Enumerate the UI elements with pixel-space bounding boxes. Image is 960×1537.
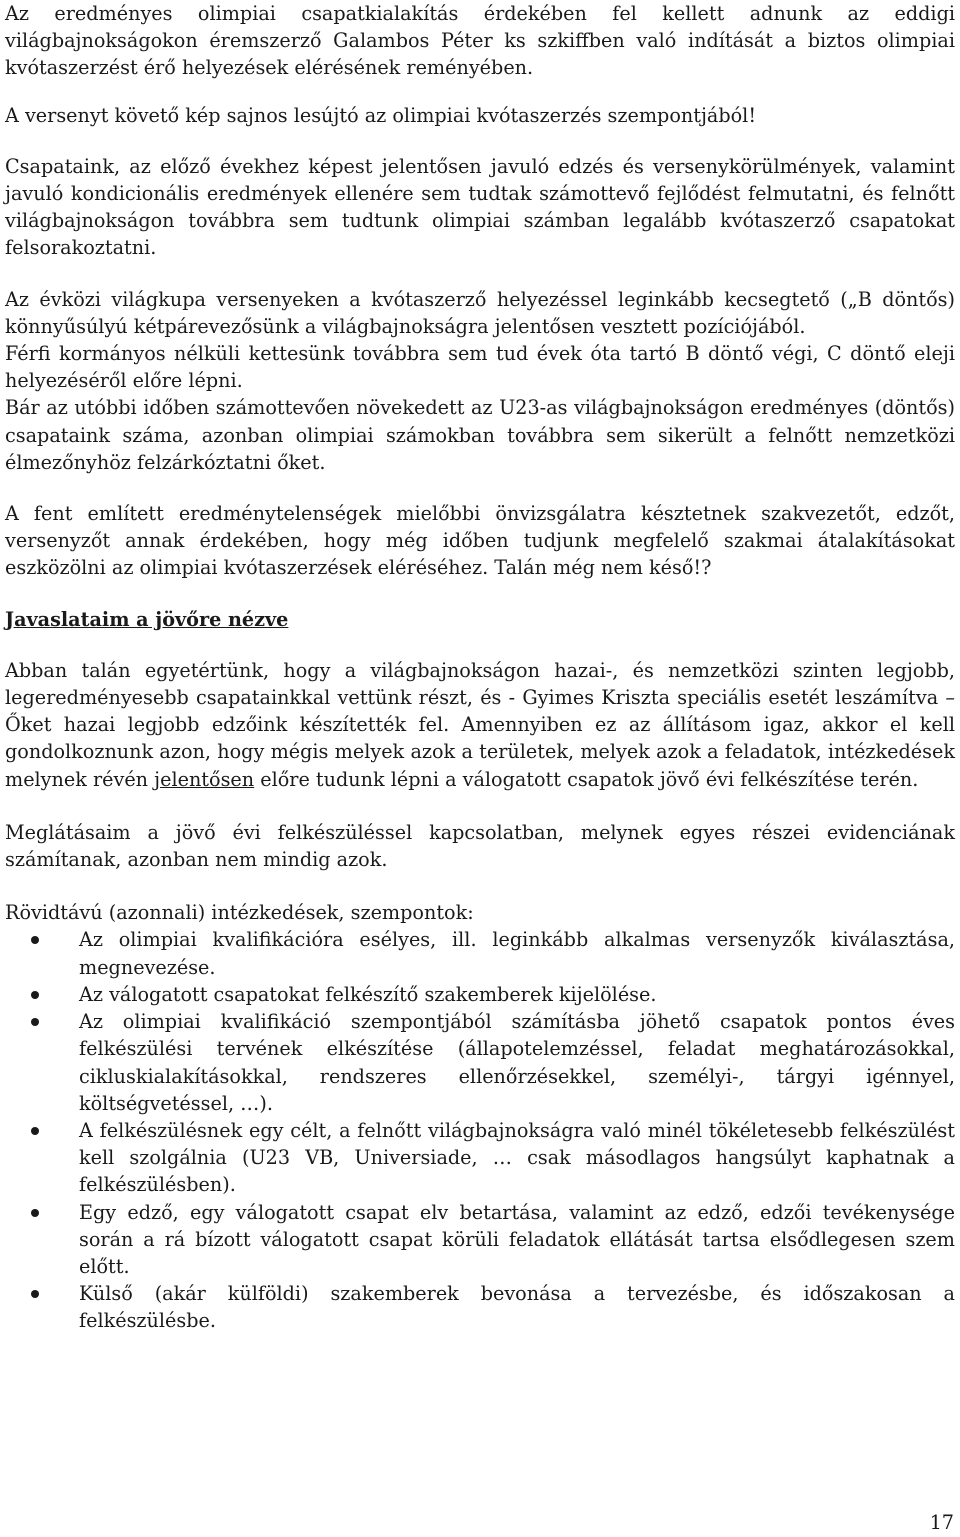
paragraph-3: Csapataink, az előző évekhez képest jelentősen javuló edzés és versenykörülmények, valamint javuló kondicionális eredmények ellenére sem tudtak számottevő fejlődést felmutatni, és felnőtt világbajnokságon továbbra sem tudtunk olimpiai számban legalább kvótaszerző csapatokat felsorakoztatni. <box>5 154 955 260</box>
bullet-icon <box>31 991 39 999</box>
paragraph-2: A versenyt követő kép sajnos lesújtó az olimpiai kvótaszerzés szempontjából! <box>5 103 757 127</box>
bullet-icon <box>31 1018 39 1026</box>
list-item <box>5 1008 955 1117</box>
paragraph-8 <box>5 657 955 793</box>
paragraph-8-text-end: előre tudunk lépni a válogatott csapatok jövő évi felkészítése terén. <box>254 767 919 791</box>
list-item <box>5 1280 955 1334</box>
list-item <box>5 1199 955 1281</box>
list-item <box>5 981 955 1008</box>
paragraph-5: Férfi kormányos nélküli kettesünk továbbra sem tud évek óta tartó B döntő végi, C döntő eleji helyezéséről előre lépni. <box>5 342 955 393</box>
paragraph-9: Meglátásaim a jövő évi felkészüléssel kapcsolatban, melynek egyes részei evidenciának számítanak, azonban nem mindig azok. <box>5 820 955 872</box>
section-heading: Javaslataim a jövőre nézve <box>5 607 289 631</box>
paragraph-7: A fent említett eredménytelenségek mielőbbi önvizsgálatra késztetnek szakvezetőt, edzőt, versenyzőt annak érdekében, hogy még időben tudjunk megfelelő szakmai átalakításokat eszközölni az olimpiai kvótaszerzések eléréséhez. Talán még nem késő!? <box>5 502 955 580</box>
bullet-list <box>5 926 955 1334</box>
paragraph-6: Bár az utóbbi időben számottevően növekedett az U23-as világbajnokságon eredményes (döntős) csapataink száma, azonban olimpiai számokban továbbra sem sikerült a felnőtt nemzetközi élmezőnyhöz felzárkóztatni őket. <box>5 396 955 474</box>
bullet-icon <box>31 1209 39 1217</box>
paragraph-1: Az eredményes olimpiai csapatkialakítás érdekében fel kellett adnunk az eddigi világbajnokságokon éremszerző Galambos Péter ks szkiffben való indítását a biztos olimpiai kvótaszerzést érő helyezések elérésének reményében. <box>5 2 955 80</box>
page-number: 17 <box>929 1511 954 1534</box>
list-item <box>5 926 955 980</box>
bullet-icon <box>31 1290 39 1298</box>
paragraph-4: Az évközi világkupa versenyeken a kvótaszerző helyezéssel leginkább kecsegtető („B döntős) könnyűsúlyú kétpárevezősünk a világbajnokságra jelentősen vesztett pozíciójából. <box>5 287 955 338</box>
paragraph-8-text-start: Abban talán egyetértünk, hogy a világbajnokságon hazai-, és nemzetközi szinten legjobb, legeredményesebb csapatainkkal vettünk részt, és - Gyimes Kriszta speciális esetét leszámítva – Őket hazai legjobb edzőink készítették fel. Amennyiben ez az állításom igaz, akkor el kell gondolkoznunk azon, hogy mégis melyek azok a területek, melyek azok a feladatok, intézkedések melynek révén <box>5 658 955 791</box>
list-item-text: Az olimpiai kvalifikáció szempontjából számításba jöhető csapatok pontos éves felkészülési tervének elkészítése (állapotelemzéssel, feladat meghatározásokkal, cikluskialakításokkal, rendszeres ellenőrzésekkel, személyi-, tárgyi igénnyel, költségvetéssel, …). <box>79 1010 955 1115</box>
list-item-text: Egy edző, egy válogatott csapat elv betartása, valamint az edző, edzői tevékenysége során a rá bízott válogatott csapat körüli feladatok ellátását tartsa elsődlegesen szem előtt. <box>79 1200 955 1278</box>
list-intro: Rövidtávú (azonnali) intézkedések, szempontok: <box>5 901 474 925</box>
list-item-text: Külső (akár külföldi) szakemberek bevonása a tervezésbe, és időszakosan a felkészülésbe. <box>79 1282 955 1333</box>
list-item-text: Az olimpiai kvalifikációra esélyes, ill. leginkább alkalmas versenyzők kiválasztása, megnevezése. <box>79 928 955 979</box>
document-page <box>5 0 955 1335</box>
list-item <box>5 1117 955 1199</box>
bullet-icon <box>31 936 39 944</box>
bullet-icon <box>31 1127 39 1135</box>
underlined-emphasis: jelentősen <box>154 767 255 791</box>
list-item-text: Az válogatott csapatokat felkészítő szakemberek kijelölése. <box>79 982 657 1006</box>
list-item-text: A felkészülésnek egy célt, a felnőtt világbajnokságra való minél tökéletesebb felkészülést kell szolgálnia (U23 VB, Universiade, … csak másodlagos hangsúlyt kaphatnak a felkészülésben). <box>79 1118 955 1197</box>
